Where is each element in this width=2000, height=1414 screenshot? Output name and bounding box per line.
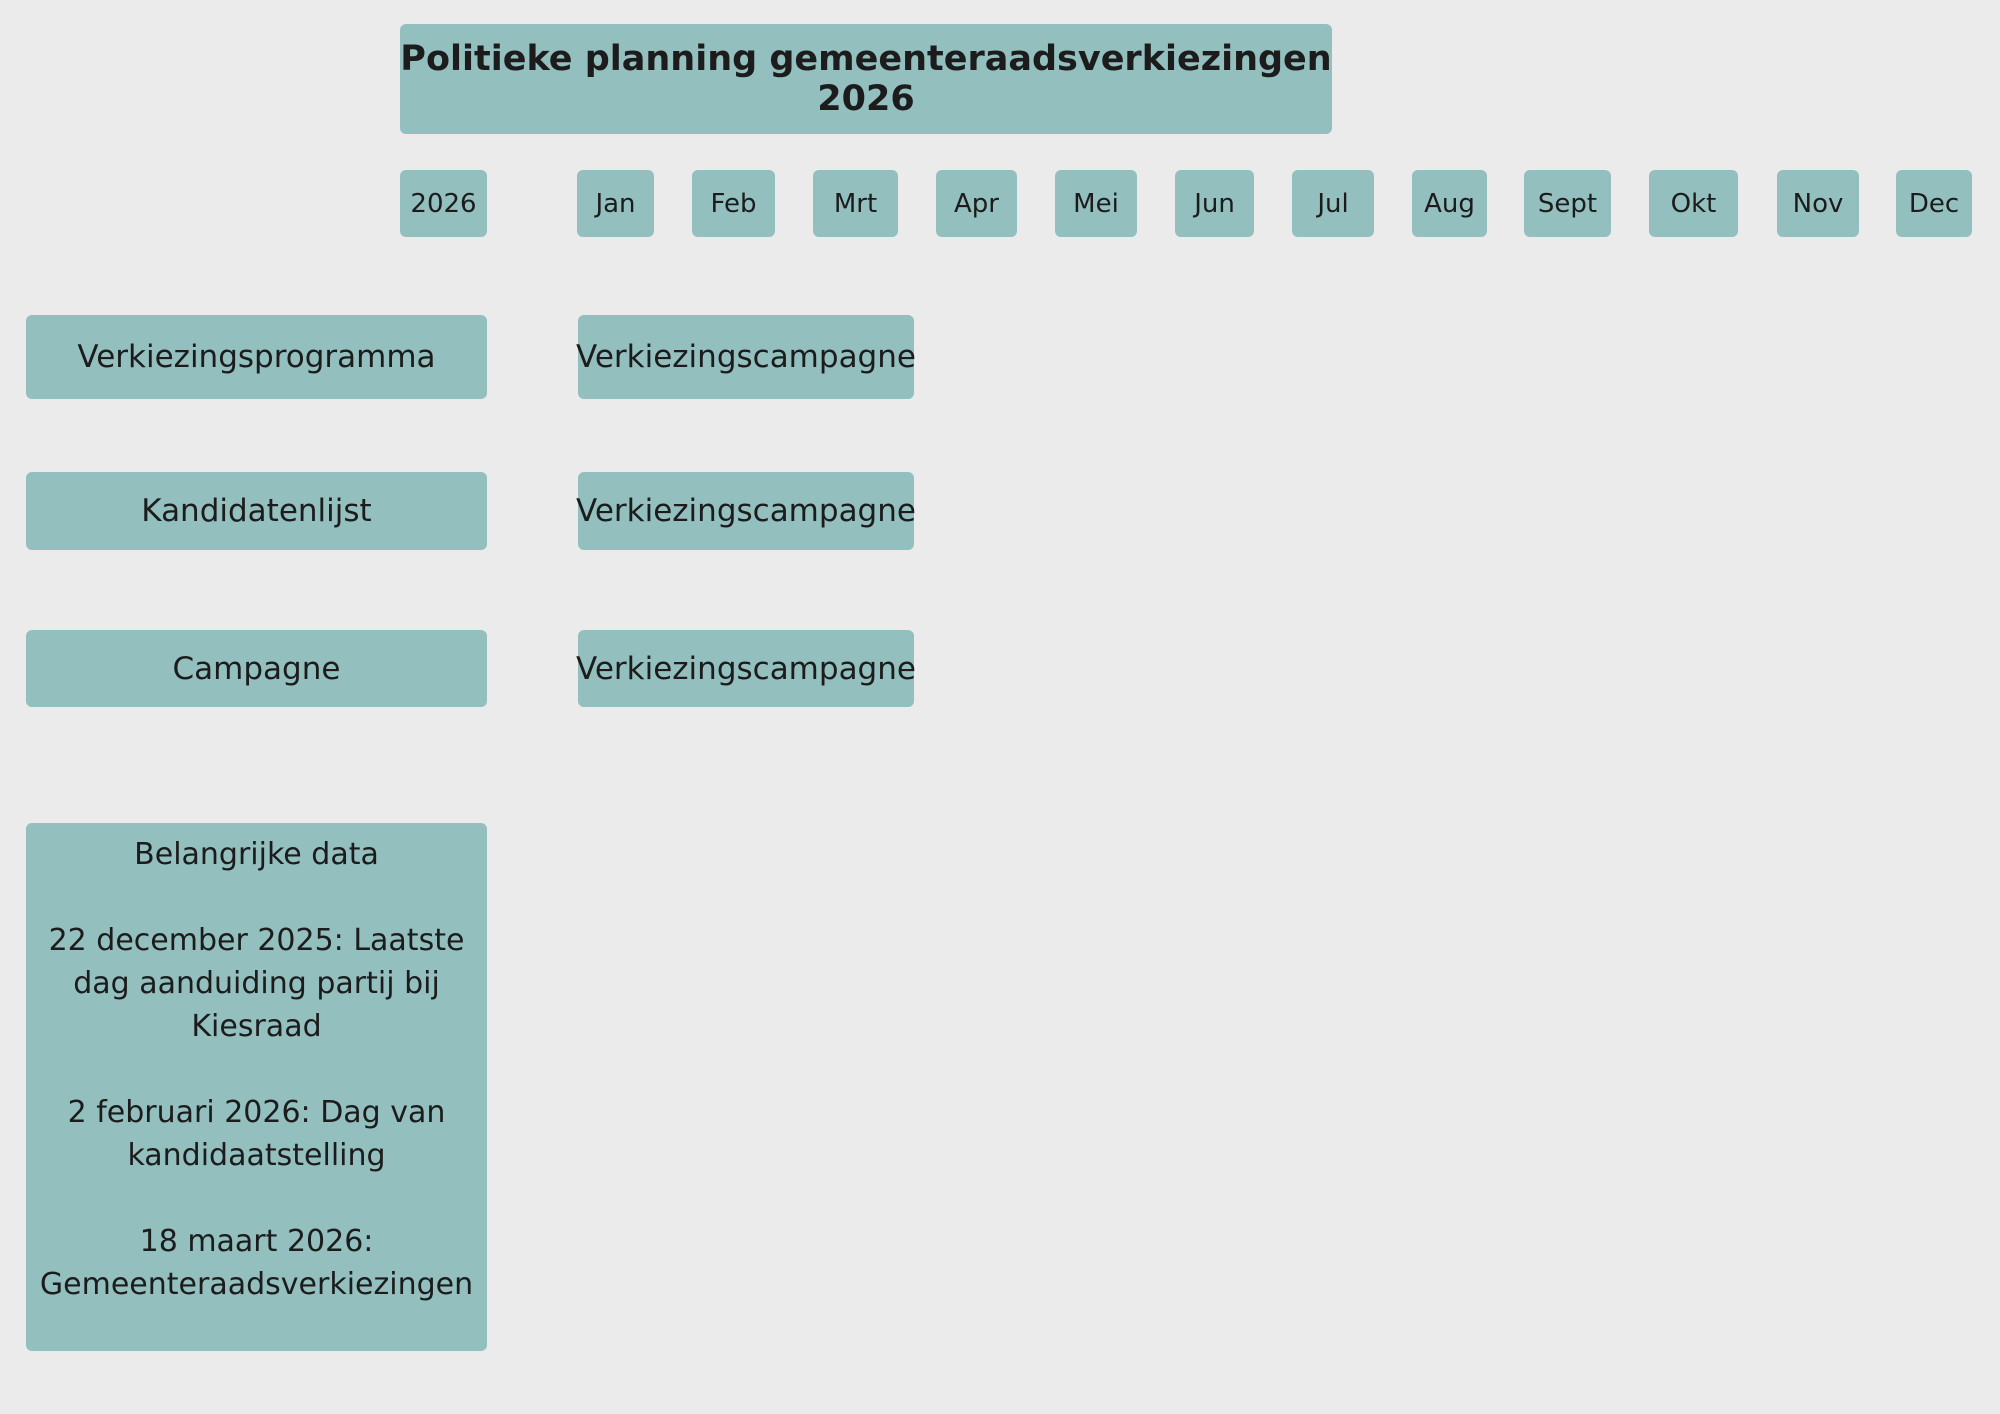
important-date-entry: 2 februari 2026: Dag van kandidaatstelling xyxy=(67,1095,446,1173)
month-jan: Jan xyxy=(577,170,654,237)
month-sept: Sept xyxy=(1524,170,1611,237)
month-jul: Jul xyxy=(1292,170,1374,237)
month-mei: Mei xyxy=(1055,170,1137,237)
campaign-bar: Verkiezingscampagne xyxy=(578,472,914,550)
month-mrt: Mrt xyxy=(813,170,898,237)
month-nov: Nov xyxy=(1777,170,1859,237)
month-aug: Aug xyxy=(1412,170,1487,237)
month-dec: Dec xyxy=(1896,170,1972,237)
row-label-campagne: Campagne xyxy=(26,630,487,707)
important-dates-heading: Belangrijke data xyxy=(134,837,379,872)
year-label: 2026 xyxy=(400,170,487,237)
important-date-entry: 18 maart 2026: Gemeenteraadsverkiezingen xyxy=(39,1224,474,1302)
important-dates-box xyxy=(26,823,487,1351)
campaign-bar: Verkiezingscampagne xyxy=(578,630,914,707)
month-okt: Okt xyxy=(1649,170,1738,237)
month-jun: Jun xyxy=(1175,170,1254,237)
month-apr: Apr xyxy=(936,170,1017,237)
row-label-verkiezingsprogramma: Verkiezingsprogramma xyxy=(26,315,487,399)
row-label-kandidatenlijst: Kandidatenlijst xyxy=(26,472,487,550)
campaign-bar: Verkiezingscampagne xyxy=(578,315,914,399)
important-date-entry: 22 december 2025: Laatste dag aanduiding partij bij Kiesraad xyxy=(48,923,465,1044)
page-title: Politieke planning gemeenteraadsverkiezingen 2026 xyxy=(400,24,1332,134)
month-feb: Feb xyxy=(692,170,775,237)
